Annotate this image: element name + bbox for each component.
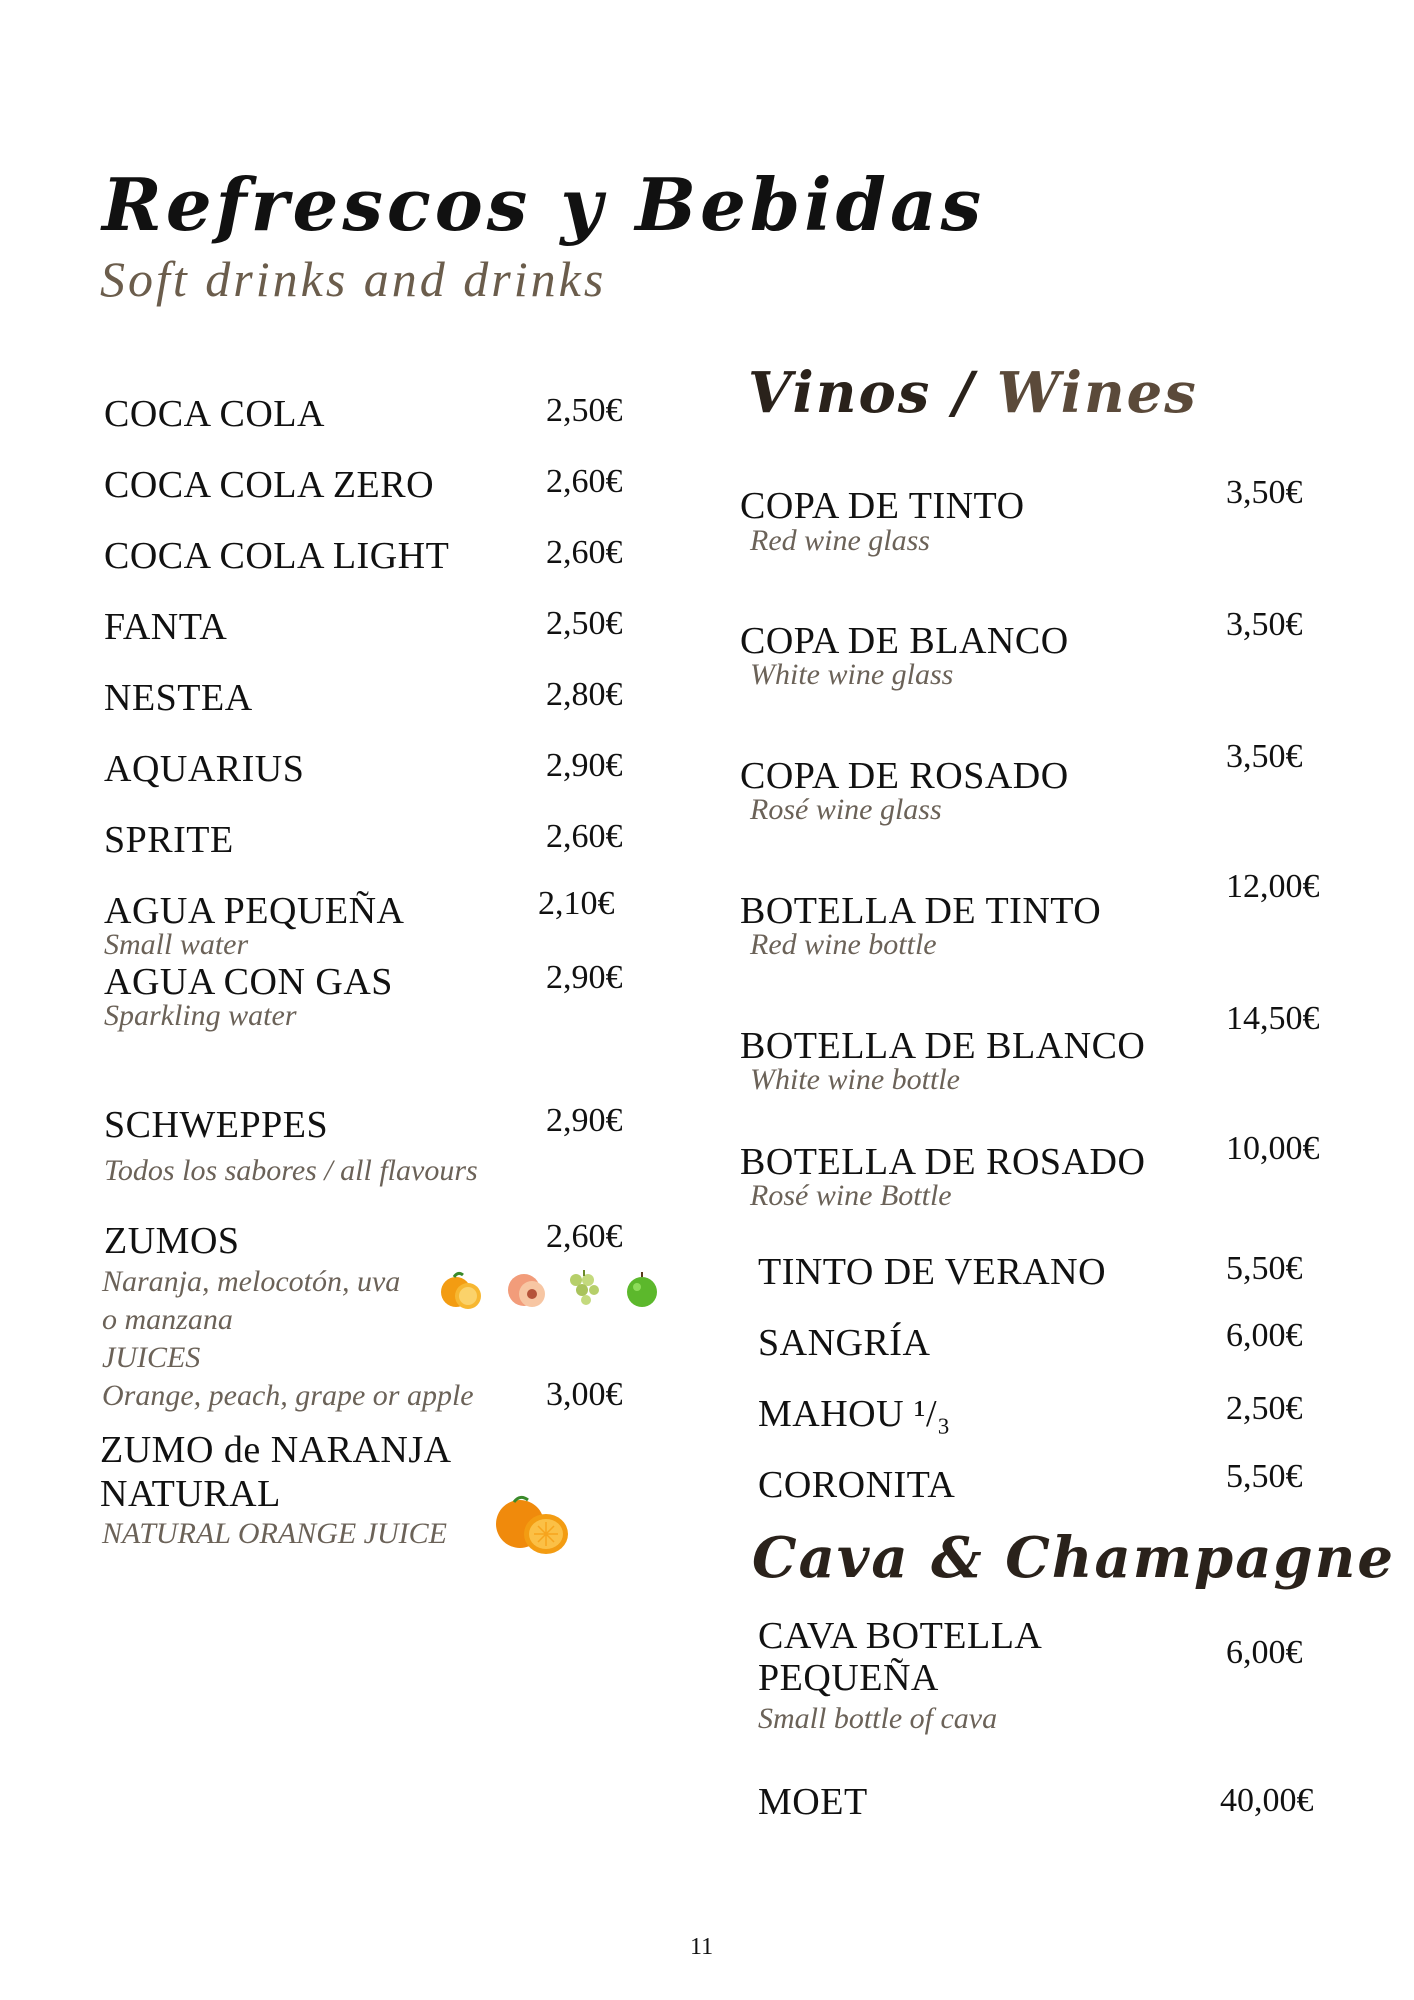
peach-icon	[502, 1266, 550, 1314]
apple-icon	[624, 1268, 660, 1310]
page-subtitle: Soft drinks and drinks	[100, 251, 607, 307]
cava-price: 40,00€	[1220, 1782, 1314, 1819]
wines-heading-en: Wines	[996, 360, 1198, 426]
drink-name: NATURAL	[100, 1473, 281, 1515]
wine-name: CORONITA	[758, 1464, 956, 1506]
wine-price: 6,00€	[1226, 1317, 1303, 1354]
wine-price: 2,50€	[1226, 1390, 1303, 1427]
drink-name: AGUA CON GAS	[104, 961, 393, 1003]
wine-price: 3,50€	[1226, 474, 1303, 511]
wine-name: COPA DE BLANCO	[740, 620, 1069, 662]
wine-price: 12,00€	[1226, 868, 1320, 905]
page-number: 11	[690, 1934, 714, 1960]
drink-name: AGUA PEQUEÑA	[104, 890, 405, 932]
wine-name: COPA DE TINTO	[740, 485, 1025, 527]
drink-subtitle: o manzana	[102, 1303, 233, 1336]
drink-price: 2,50€	[546, 605, 623, 642]
cava-name: CAVA BOTELLA	[758, 1615, 1043, 1657]
wine-name: TINTO DE VERANO	[758, 1251, 1107, 1293]
wine-price: 10,00€	[1226, 1130, 1320, 1167]
wine-subtitle: White wine bottle	[750, 1063, 960, 1096]
drink-name: SPRITE	[104, 819, 234, 861]
wine-subtitle: White wine glass	[750, 658, 954, 691]
drink-subtitle: Small water	[104, 928, 249, 961]
wine-subtitle: Red wine bottle	[750, 928, 937, 961]
cava-name: PEQUEÑA	[758, 1657, 939, 1699]
page-title: Refrescos y Bebidas	[102, 162, 986, 247]
drink-price: 3,00€	[546, 1376, 623, 1413]
drink-price: 2,80€	[546, 676, 623, 713]
drink-price: 2,60€	[546, 818, 623, 855]
drink-name: COCA COLA LIGHT	[104, 535, 450, 577]
orange-icon	[438, 1268, 484, 1314]
drink-subtitle: Sparkling water	[104, 999, 297, 1032]
drink-name: SCHWEPPES	[104, 1104, 329, 1146]
wine-subtitle: Red wine glass	[750, 524, 930, 557]
drink-subtitle: Naranja, melocotón, uva	[102, 1265, 401, 1298]
wine-name: SANGRÍA	[758, 1322, 931, 1364]
cava-heading: Cava & Champagne	[752, 1525, 1395, 1591]
wine-name: MAHOU ¹/₃	[758, 1393, 951, 1435]
drink-name: FANTA	[104, 606, 228, 648]
wine-price: 3,50€	[1226, 606, 1303, 643]
wines-heading	[748, 360, 1198, 426]
wine-subtitle: Rosé wine glass	[750, 793, 942, 826]
drink-price: 2,60€	[546, 534, 623, 571]
drink-name: NESTEA	[104, 677, 253, 719]
drink-subtitle: Orange, peach, grape or apple	[102, 1379, 474, 1412]
drink-name: AQUARIUS	[104, 748, 305, 790]
drink-price: 2,90€	[546, 1102, 623, 1139]
drink-price: 2,90€	[546, 747, 623, 784]
wine-price: 5,50€	[1226, 1250, 1303, 1287]
drink-subtitle: NATURAL ORANGE JUICE	[102, 1517, 447, 1550]
cava-price: 6,00€	[1226, 1634, 1303, 1671]
grape-icon	[566, 1268, 602, 1308]
drink-name: ZUMO de NARANJA	[100, 1429, 452, 1471]
drink-price: 2,60€	[546, 463, 623, 500]
wine-price: 3,50€	[1226, 738, 1303, 775]
drink-name: ZUMOS	[104, 1220, 240, 1262]
cava-name: MOET	[758, 1781, 868, 1823]
wine-name: BOTELLA DE BLANCO	[740, 1025, 1146, 1067]
drink-name: COCA COLA ZERO	[104, 464, 435, 506]
drink-subtitle: JUICES	[102, 1341, 201, 1374]
wines-heading-es: Vinos /	[748, 360, 976, 426]
wine-name: BOTELLA DE ROSADO	[740, 1141, 1146, 1183]
cava-subtitle: Small bottle of cava	[758, 1702, 998, 1735]
wine-subtitle: Rosé wine Bottle	[750, 1179, 952, 1212]
orange-halves-icon	[490, 1494, 572, 1560]
drink-subtitle: Todos los sabores / all flavours	[104, 1154, 478, 1187]
wine-name: BOTELLA DE TINTO	[740, 890, 1102, 932]
drink-price: 2,50€	[546, 392, 623, 429]
drink-price: 2,90€	[546, 959, 623, 996]
wine-price: 5,50€	[1226, 1458, 1303, 1495]
drink-price: 2,60€	[546, 1218, 623, 1255]
wine-price: 14,50€	[1226, 1000, 1320, 1037]
drink-price: 2,10€	[538, 885, 615, 922]
wine-name: COPA DE ROSADO	[740, 755, 1069, 797]
drink-name: COCA COLA	[104, 393, 325, 435]
